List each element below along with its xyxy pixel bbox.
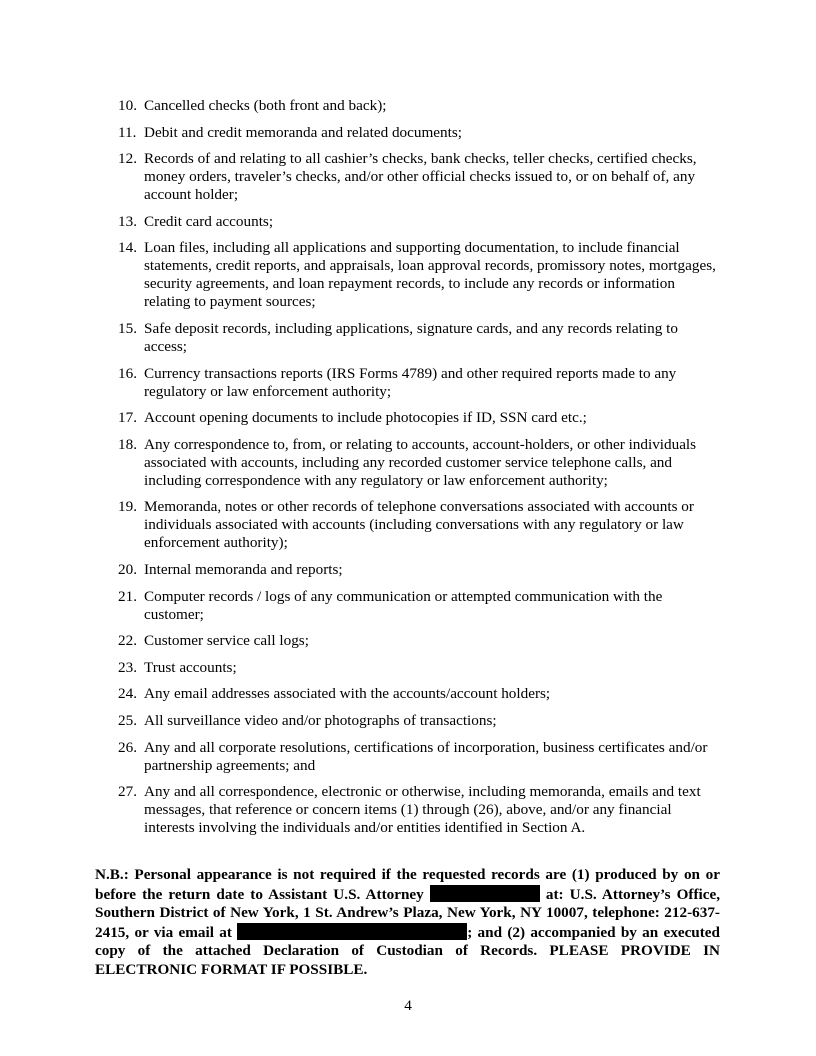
list-item: [118, 632, 718, 650]
item-text: Currency transactions reports (IRS Forms 4789) and other required reports made to any regulatory or law enforcement authority;: [144, 364, 677, 400]
page-number: 4: [404, 997, 412, 1014]
item-text: Internal memoranda and reports;: [144, 560, 343, 578]
list-item: [118, 685, 718, 703]
notice-text-3: ; and (2) accompanied by an executed copy of the attached Declaration of Custodian of Records. PLEASE PROVIDE IN ELECTRONIC FORMAT IF POSSIBLE.: [95, 923, 720, 978]
item-number: 15.: [118, 319, 137, 337]
item-text: Safe deposit records, including applications, signature cards, and any records relating to access;: [144, 319, 678, 355]
item-text: All surveillance video and/or photographs of transactions;: [144, 711, 497, 729]
item-number: 21.: [118, 587, 137, 605]
item-text: Customer service call logs;: [144, 632, 309, 650]
item-number: 10.: [118, 97, 137, 114]
item-number: 13.: [118, 212, 137, 230]
item-number: 17.: [118, 409, 137, 427]
item-text: Computer records / logs of any communication or attempted communication with the customer;: [144, 587, 663, 623]
item-text: Any and all corporate resolutions, certifications of incorporation, business certificates and/or partnership agreements; and: [144, 738, 708, 774]
item-number: 25.: [118, 711, 137, 729]
item-number: 18.: [118, 435, 137, 453]
item-number: 11.: [118, 123, 137, 141]
list-item: [118, 97, 718, 115]
list-item: [118, 124, 718, 142]
item-number: 23.: [118, 658, 137, 676]
list-item: [118, 320, 718, 356]
notice-text-1: N.B.: Personal appearance is not required if the requested records are (1) produced by on or before the return date to Assistant U.S. Attorney: [95, 866, 720, 903]
item-text: Any and all correspondence, electronic or otherwise, including memoranda, emails and text messages, that reference or concern items (1) through (26), above, and/or any financial interests involving the individuals and/or entities identified in Section A.: [144, 783, 701, 837]
list-item: [118, 409, 718, 427]
item-number: 14.: [118, 239, 137, 257]
item-text: Any email addresses associated with the accounts/account holders;: [144, 685, 551, 703]
list-item: [118, 659, 718, 677]
list-item: [118, 436, 718, 490]
list-item: [118, 498, 718, 552]
list-item: [118, 712, 718, 730]
item-text: Trust accounts;: [144, 658, 237, 676]
item-number: 26.: [118, 738, 137, 756]
item-text: Debit and credit memoranda and related documents;: [144, 123, 462, 141]
item-number: 16.: [118, 364, 137, 382]
list-item: [118, 739, 718, 775]
item-text: Any correspondence to, from, or relating to accounts, account-holders, or other individuals associated with accounts, including any recorded customer service telephone calls, and including correspondence with any regulatory or law enforcement authority;: [144, 435, 697, 489]
item-number: 22.: [118, 632, 137, 650]
redaction-box: [430, 885, 540, 902]
list-item: [118, 783, 718, 837]
records-list: [118, 97, 718, 846]
notice-paragraph: [95, 866, 720, 979]
notice-text-2: at: U.S. Attorney’s Office, Southern District of New York, 1 St. Andrew’s Plaza, New York, NY 10007, telephone: 212-637-2415, or via email at: [95, 885, 721, 941]
list-item: [118, 239, 718, 311]
item-text: Account opening documents to include photocopies if ID, SSN card etc.;: [144, 409, 587, 427]
item-text: Cancelled checks (both front and back);: [144, 97, 387, 114]
item-text: Records of and relating to all cashier’s checks, bank checks, teller checks, certified checks, money orders, traveler’s checks, and/or other official checks issued to, or on behalf of, any account holder;: [144, 150, 697, 204]
list-item: [118, 561, 718, 579]
list-item: [118, 588, 718, 624]
item-number: 27.: [118, 783, 137, 801]
item-number: 24.: [118, 685, 137, 703]
item-text: Loan files, including all applications and supporting documentation, to include financial statements, credit reports, and appraisals, loan approval records, promissory notes, mortgages, security agreements, and loan repayment records, to include any records or information relating to payment sources;: [144, 239, 716, 311]
redaction-box: [237, 923, 467, 940]
item-number: 19.: [118, 498, 137, 516]
item-text: Credit card accounts;: [144, 212, 274, 230]
item-number: 12.: [118, 150, 137, 168]
list-item: [118, 150, 718, 204]
item-number: 20.: [118, 560, 137, 578]
item-text: Memoranda, notes or other records of telephone conversations associated with accounts or individuals associated with accounts (including conversations with any regulatory or law enforcement authority);: [144, 498, 694, 552]
list-item: [118, 213, 718, 231]
list-item: [118, 365, 718, 401]
